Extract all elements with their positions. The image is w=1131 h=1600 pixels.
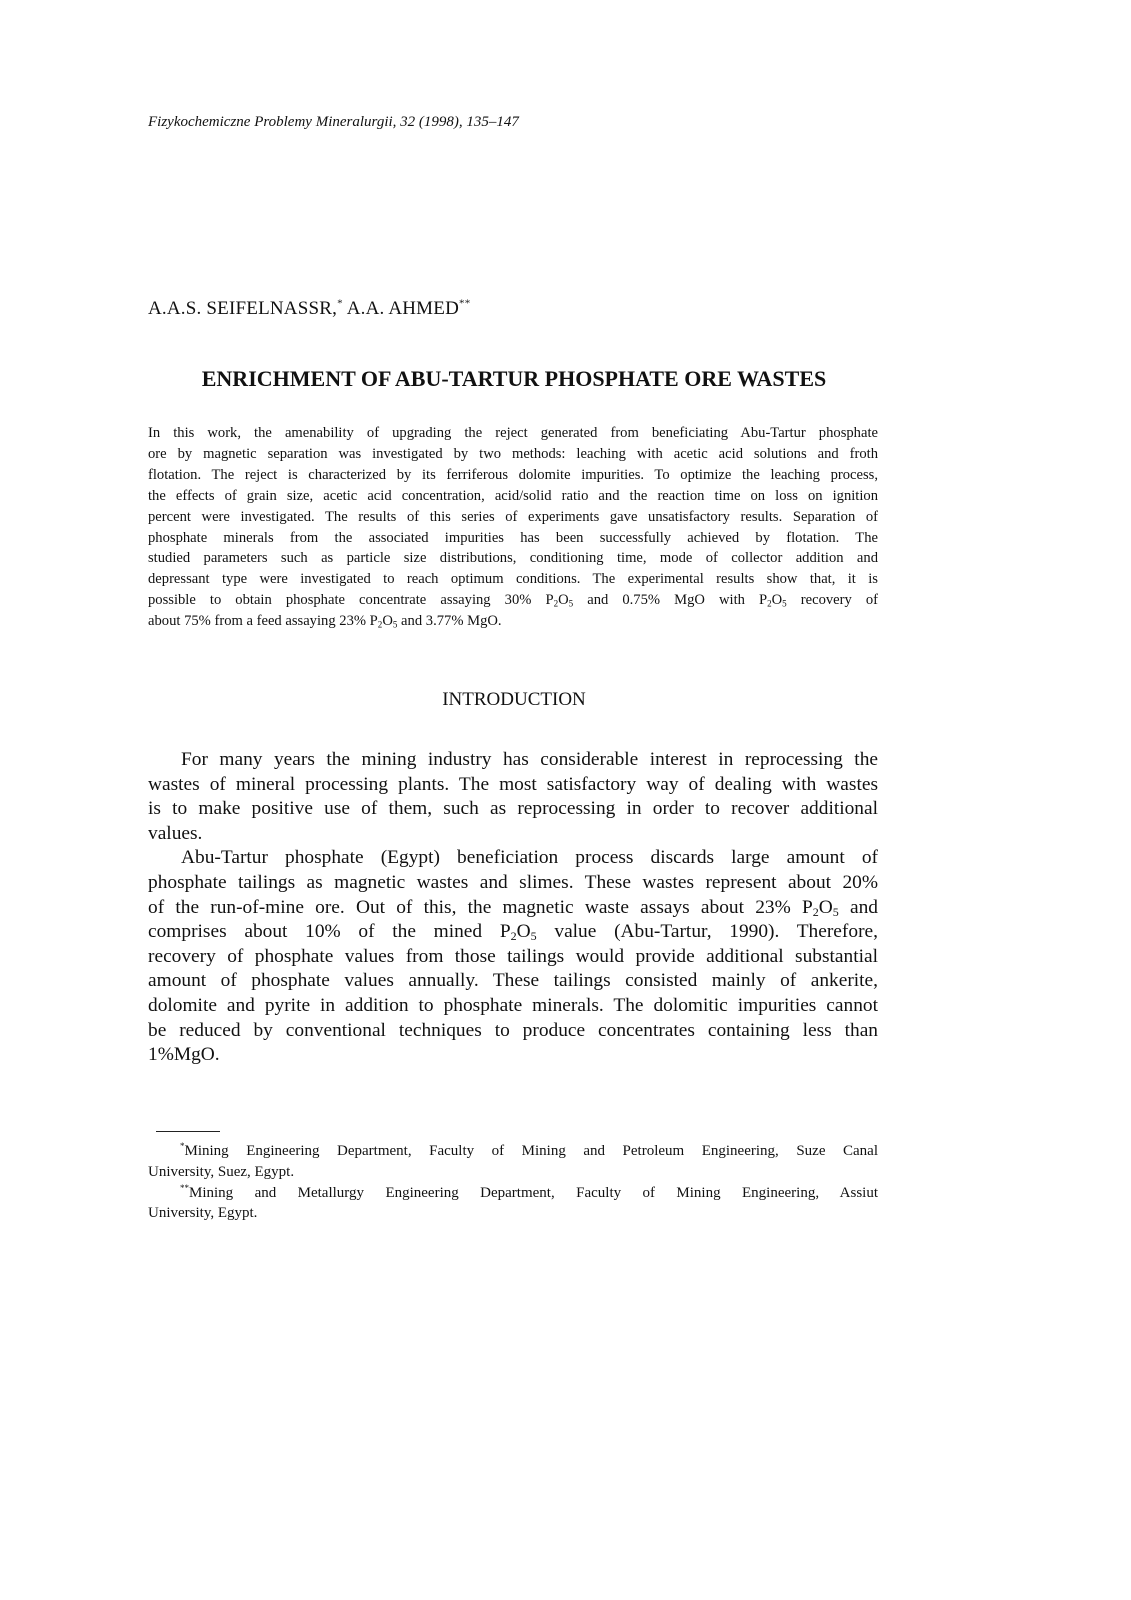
footnote-2-line: University, Egypt. (148, 1205, 258, 1222)
section-heading-introduction: INTRODUCTION (442, 689, 586, 710)
footnote-1-line: *Mining Engineering Department, Faculty of Mining and Petroleum Engineering, Suze Canal (180, 1141, 878, 1159)
abstract-line: the effects of grain size, acetic acid concentration, acid/solid ratio and the reaction time on loss on ignition (148, 487, 878, 504)
body-line: values. (148, 822, 203, 844)
author-seifelnassr: A.A.S. SEIFELNASSR, (148, 298, 338, 319)
body-line: comprises about 10% of the mined $P_2O_5$ value (Abu-Tartur, 1990). Therefore, (148, 921, 878, 944)
abstract-line: flotation. The reject is characterized by its ferriferous dolomite impurities. To optimize the leaching process, (148, 466, 878, 483)
abstract-line: ore by magnetic separation was investigated by two methods: leaching with acetic acid solutions and froth (148, 445, 878, 462)
abstract-line: depressant type were investigated to reach optimum conditions. The experimental results show that, it is (148, 571, 878, 588)
body-line: recovery of phosphate values from those tailings would provide additional substantial (148, 945, 878, 967)
footnote-2-mark: ** (180, 1182, 189, 1193)
abstract-line: about 75% from a feed assaying 23% $P_2O_5$ and 3.77% MgO. (148, 613, 502, 630)
footnote-2-line: **Mining and Metallurgy Engineering Department, Faculty of Mining Engineering, Assiut (180, 1182, 878, 1201)
body-line: dolomite and pyrite in addition to phosphate minerals. The dolomitic impurities cannot (148, 994, 878, 1016)
footnotes (148, 1141, 878, 1224)
body-line: be reduced by conventional techniques to produce concentrates containing less than (148, 1019, 878, 1041)
journal-citation: Fizykochemiczne Problemy Mineralurgii, 32 (1998), 135–147 (148, 114, 519, 130)
body-line: of the run-of-mine ore. Out of this, the magnetic waste assays about 23% $P_2O_5$ and (148, 896, 878, 919)
body-line: wastes of mineral processing plants. The most satisfactory way of dealing with wastes (148, 773, 878, 795)
abstract-line: possible to obtain phosphate concentrate assaying 30% $P_2O_5$ and 0.75% MgO with $P_2O_5$ recovery of (148, 592, 879, 609)
abstract-line: studied parameters such as particle size distributions, conditioning time, mode of collector addition and (148, 550, 878, 567)
introduction-body (148, 748, 878, 1068)
author-line (148, 298, 470, 320)
abstract (148, 423, 878, 632)
author2-affiliation-mark: ** (459, 297, 471, 310)
body-line: phosphate tailings as magnetic wastes and slimes. These wastes represent about 20% (148, 871, 878, 893)
body-line: For many years the mining industry has considerable interest in reprocessing the (181, 749, 878, 770)
footnote-separator (156, 1131, 220, 1132)
body-line: amount of phosphate values annually. These tailings consisted mainly of ankerite, (148, 970, 878, 992)
paper-title: ENRICHMENT OF ABU-TARTUR PHOSPHATE ORE WASTES (201, 366, 827, 391)
body-line: 1%MgO. (148, 1044, 220, 1066)
abstract-line: percent were investigated. The results of this series of experiments gave unsatisfactory results. Separation of (148, 508, 878, 525)
author1-affiliation-mark: * (337, 297, 343, 310)
author-ahmed: A.A. AHMED (342, 298, 460, 319)
footnote-1-line: University, Suez, Egypt. (148, 1163, 295, 1180)
abstract-line: In this work, the amenability of upgrading the reject generated from beneficiating Abu-Tartur phosphate (148, 425, 878, 441)
body-line: Abu-Tartur phosphate (Egypt) beneficiation process discards large amount of (181, 847, 878, 869)
body-line: is to make positive use of them, such as reprocessing in order to recover additional (148, 798, 878, 820)
footnote-1-mark: * (180, 1141, 185, 1151)
abstract-line: phosphate minerals from the associated impurities has been successfully achieved by flotation. The (148, 529, 878, 546)
